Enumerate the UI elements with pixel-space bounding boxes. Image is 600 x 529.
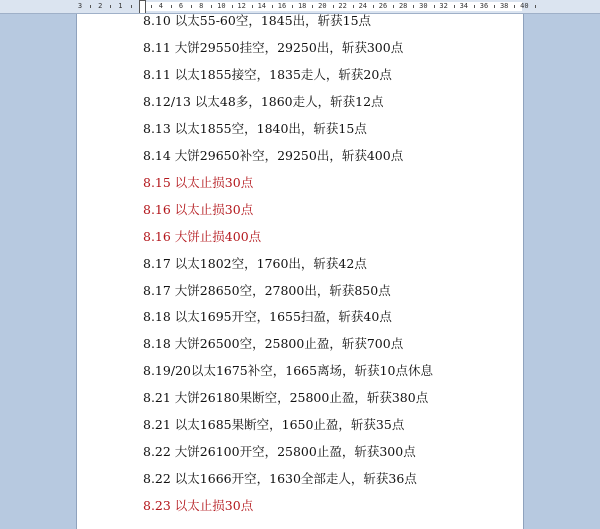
ruler-label: 3 <box>77 2 83 10</box>
ruler-label: 28 <box>398 2 408 10</box>
workspace-left <box>0 14 76 529</box>
text-line[interactable]: 8.18 大饼26500空，25800止盈，斩获700点 <box>143 336 404 352</box>
text-line[interactable]: 8.17 以太1802空，1760出，斩获42点 <box>143 255 367 271</box>
ruler-tick <box>413 5 414 8</box>
ruler-tick <box>494 5 495 8</box>
ruler-label: 24 <box>358 2 368 10</box>
ruler-tick <box>90 5 91 8</box>
ruler-label: 2 <box>98 2 103 10</box>
ruler-tick <box>252 5 253 8</box>
ruler-label: 18 <box>297 2 307 10</box>
ruler-label: 36 <box>479 2 489 10</box>
text-line[interactable]: 8.11 以太1855接空，1835走人，斩获20点 <box>143 66 392 82</box>
ruler-tick <box>272 5 273 8</box>
ruler-tick <box>373 5 374 8</box>
text-line[interactable]: 8.17 大饼28650空，27800出，斩获850点 <box>143 282 391 298</box>
text-line[interactable]: 8.12/13 以太48多，1860走人，斩获12点 <box>143 93 384 109</box>
ruler-tick <box>474 5 475 8</box>
ruler-tick <box>312 5 313 8</box>
ruler-label: 34 <box>459 2 469 10</box>
ruler-tick <box>535 5 536 8</box>
text-line[interactable]: 8.21 大饼26180果断空，25800止盈，斩获380点 <box>143 390 429 406</box>
ruler-label: 22 <box>338 2 347 10</box>
ruler-label: 30 <box>419 2 428 10</box>
ruler-tick <box>131 5 132 8</box>
ruler-label: 10 <box>217 2 226 10</box>
text-line[interactable]: 8.15 以太止损30点 <box>143 174 254 190</box>
ruler-tick <box>151 5 152 8</box>
ruler-label: 40 <box>520 2 529 10</box>
ruler-label: 12 <box>237 2 246 10</box>
ruler-tick <box>333 5 334 8</box>
ruler-label: 26 <box>378 2 388 10</box>
ruler-label: 4 <box>158 2 163 10</box>
ruler-tick <box>434 5 435 8</box>
text-line[interactable]: 8.21 以太1685果断空，1650止盈，斩获35点 <box>143 417 405 433</box>
ruler-label: 16 <box>277 2 287 10</box>
ruler-tick <box>110 5 111 8</box>
text-line[interactable]: 8.18 以太1695开空，1655扫盈，斩获40点 <box>143 309 392 325</box>
ruler-tick <box>514 5 515 8</box>
ruler-label: 1 <box>118 2 123 10</box>
text-line[interactable]: 8.23 以太止损30点 <box>143 498 254 514</box>
text-line[interactable]: 8.22 大饼26100开空，25800止盈，斩获300点 <box>143 444 416 460</box>
text-line[interactable]: 8.13 以太1855空，1840出，斩获15点 <box>143 120 367 136</box>
ruler-label: 8 <box>199 2 204 10</box>
text-line[interactable]: 8.19/20以太1675补空，1665离场，斩获10点休息 <box>143 363 433 379</box>
ruler-tick <box>211 5 212 8</box>
ruler-label: 38 <box>499 2 509 10</box>
indent-marker[interactable] <box>139 0 146 14</box>
ruler-tick <box>292 5 293 8</box>
ruler-tick <box>353 5 354 8</box>
text-line[interactable]: 8.16 大饼止损400点 <box>143 228 262 244</box>
text-line[interactable]: 8.11 大饼29550挂空，29250出，斩获300点 <box>143 39 404 55</box>
ruler-label: 20 <box>318 2 327 10</box>
ruler-tick <box>393 5 394 8</box>
ruler-label: 32 <box>439 2 448 10</box>
text-line[interactable]: 8.22 以太1666开空，1630全部走人，斩获36点 <box>143 471 417 487</box>
text-line[interactable]: 8.14 大饼29650补空，29250出，斩获400点 <box>143 147 404 163</box>
ruler-tick <box>454 5 455 8</box>
horizontal-ruler[interactable] <box>0 0 600 14</box>
ruler-label: 6 <box>178 2 184 10</box>
text-line[interactable]: 8.10 以太55-60空，1845出，斩获15点 <box>143 14 372 28</box>
document-page[interactable] <box>76 14 524 529</box>
ruler-tick <box>232 5 233 8</box>
ruler-tick <box>171 5 172 8</box>
workspace-right <box>524 14 600 529</box>
ruler-label: 14 <box>257 2 267 10</box>
text-line[interactable]: 8.16 以太止损30点 <box>143 201 254 217</box>
ruler-tick <box>191 5 192 8</box>
